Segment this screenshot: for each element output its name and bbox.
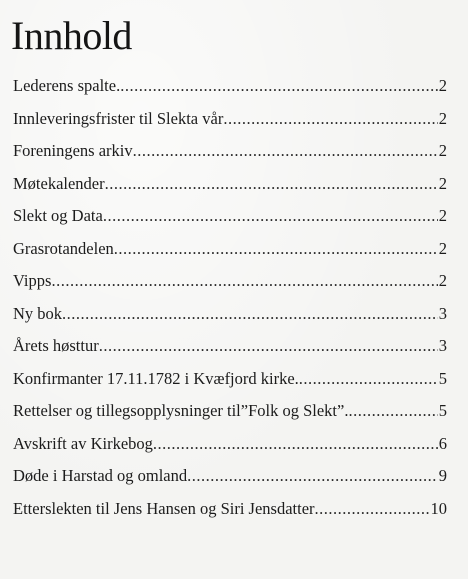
toc-entry — [13, 363, 447, 396]
toc-entry — [13, 200, 447, 233]
toc-entry-page: 5 — [438, 368, 447, 388]
toc-entry-title: Årets høsttur — [13, 336, 99, 355]
toc-entry-title: Vipps — [13, 271, 52, 290]
table-of-contents — [13, 70, 447, 525]
toc-entry-page: 9 — [438, 466, 447, 485]
toc-entry — [13, 168, 447, 201]
leader-dots — [299, 363, 438, 396]
toc-entry-page: 2 — [438, 76, 447, 95]
toc-entry-page: 2 — [438, 271, 447, 290]
toc-entry-page: 2 — [438, 141, 447, 160]
toc-entry — [13, 298, 447, 331]
leader-dots — [223, 103, 437, 136]
toc-entry-title: Rettelser og tillegsopplysninger til”Folk og Slekt”. — [13, 401, 349, 420]
toc-entry-page: 2 — [438, 238, 447, 258]
toc-entry-title: Grasrotandelen — [13, 238, 114, 258]
leader-dots — [51, 265, 437, 298]
leader-dots — [62, 298, 438, 331]
leader-dots — [348, 395, 437, 428]
toc-entry-title: Lederens spalte. — [13, 76, 121, 95]
toc-entry — [13, 135, 447, 168]
leader-dots — [187, 460, 438, 493]
leader-dots — [315, 493, 430, 526]
toc-entry-title: Ny bok — [13, 303, 63, 323]
toc-entry — [13, 233, 447, 266]
toc-entry — [13, 395, 447, 428]
toc-entry — [13, 70, 447, 103]
toc-entry-title: Konfirmanter 17.11.1782 i Kvæfjord kirke. — [13, 368, 299, 388]
toc-entry-page: 3 — [438, 303, 447, 323]
leader-dots — [103, 200, 438, 233]
leader-dots — [120, 70, 438, 103]
toc-entry — [13, 103, 447, 136]
toc-entry-page: 2 — [438, 173, 447, 193]
toc-entry — [13, 265, 447, 298]
leader-dots — [114, 233, 438, 266]
toc-entry-page: 3 — [438, 336, 447, 355]
leader-dots — [133, 135, 438, 168]
toc-entry-title: Innleveringsfrister til Slekta vår — [13, 108, 224, 128]
toc-entry-title: Avskrift av Kirkebog — [13, 433, 153, 453]
toc-entry-title: Etterslekten til Jens Hansen og Siri Jensdatter — [13, 498, 315, 518]
toc-entry-title: Døde i Harstad og omland — [13, 466, 188, 485]
leader-dots — [99, 330, 438, 363]
toc-entry-page: 10 — [430, 498, 447, 518]
toc-entry-page: 2 — [438, 206, 447, 225]
toc-entry-page: 2 — [438, 108, 447, 128]
leader-dots — [153, 428, 438, 461]
toc-entry — [13, 493, 447, 526]
leader-dots — [105, 168, 438, 201]
toc-entry-page: 5 — [438, 401, 447, 420]
toc-entry — [13, 330, 447, 363]
toc-entry — [13, 460, 447, 493]
page-title: Innhold — [11, 13, 132, 58]
toc-entry-title: Slekt og Data — [13, 206, 103, 225]
toc-entry — [13, 428, 447, 461]
toc-entry-page: 6 — [438, 433, 447, 453]
toc-entry-title: Møtekalender — [13, 173, 105, 193]
toc-entry-title: Foreningens arkiv — [13, 141, 133, 160]
